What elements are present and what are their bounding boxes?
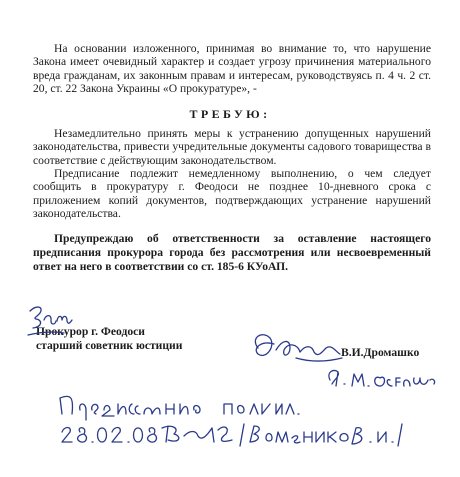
document-demand-heading: ТРЕБУЮ: (189, 107, 271, 121)
handwritten-signature (255, 335, 342, 361)
handwritten-receipt-line-1 (60, 396, 299, 420)
paragraph-basis: На основании изложенного, принимая во внимание то, что нарушение Закона имеет очевидный характер и создает угрозу причинения материального вреда гражданам, их законным правам и интересам, руководствуясь п. 4 ч. 2 ст. 20, ст. 22 Закона Украины «О прокуратуре», - (33, 42, 431, 96)
position-line-rank: старший советник юстиции (36, 339, 183, 352)
handwritten-zam-mark (28, 307, 72, 335)
paragraph-notice: Предписание подлежит немедленному выполнению, о чем следует сообщить в прокуратуру г. Феодоси не позднее 10-дневного срока с приложением копий документов, подтверждающих устранение нарушений законодательства. (33, 167, 431, 221)
paragraph-demand: Незамедлительно принять меры к устранению допущенных нарушений законодательства, привести учредительные документы садового товарищества в соответствие с действующим законодательством. (33, 127, 431, 167)
handwritten-second-name (329, 370, 435, 386)
paragraph-warning: Предупреждаю об ответственности за оставление настоящего предписания прокурора города без рассмотрения или несвоевременный ответ на него в соответствии со ст. 185-6 КУоАП. (33, 232, 431, 273)
signer-name: В.И.Дромашко (341, 346, 420, 359)
handwritten-receipt-line-2 (62, 424, 402, 446)
position-line-prosecutor: Прокурор г. Феодоси (36, 325, 145, 338)
